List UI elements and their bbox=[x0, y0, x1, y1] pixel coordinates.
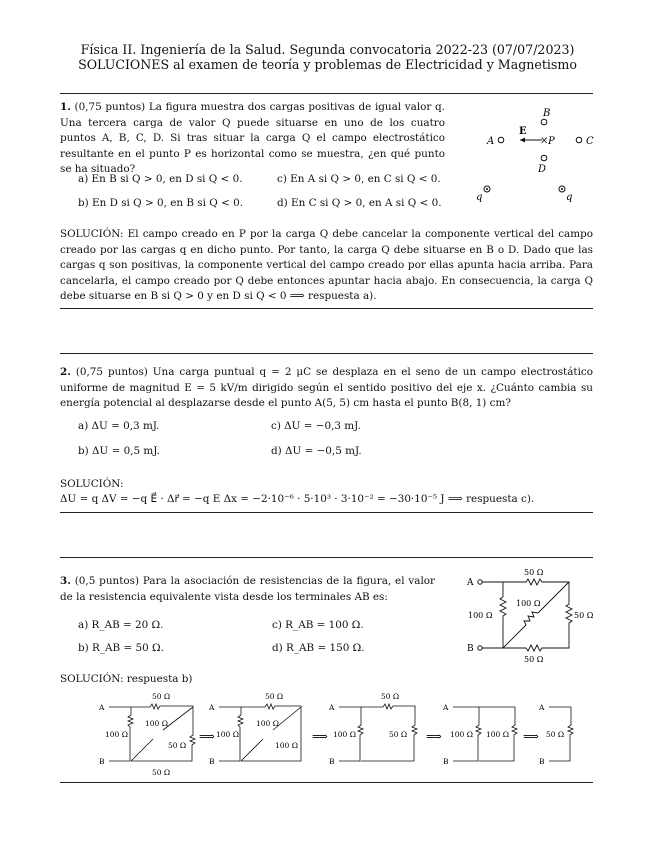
step3-r-left: 100 Ω bbox=[333, 730, 356, 739]
point-A bbox=[498, 137, 504, 143]
q1-solution: SOLUCIÓN: El campo creado en P por la carga Q debe cancelar la componente vertical del campo creado por las cargas q en dicho punto. Por tanto, la carga Q debe situarse en B o D. Dado que las cargas q son positivas, la componente vertical del campo creado por ellas apunta hacia arriba. Para cancelarla, el campo creado por Q debe entonces apuntar hacia abajo. En consecuencia, la carga Q debe situarse en B si Q > 0 y en D si Q < 0 ⟹ respuesta a). bbox=[60, 228, 593, 303]
step1-r-bottom: 50 Ω bbox=[152, 768, 171, 777]
step5-B: B bbox=[539, 757, 545, 766]
point-P-cross: × bbox=[540, 135, 549, 147]
step2-B: B bbox=[209, 757, 215, 766]
point-D bbox=[541, 155, 547, 161]
label-E: E bbox=[519, 126, 527, 137]
step1-r-diag: 100 Ω bbox=[145, 719, 168, 728]
divider bbox=[60, 353, 593, 354]
q1-option-a: a) En B si Q > 0, en D si Q < 0. bbox=[78, 173, 243, 185]
step3-r-top: 50 Ω bbox=[381, 692, 400, 701]
step4-A: A bbox=[443, 703, 449, 712]
question-1-text: (0,75 puntos) La figura muestra dos cargas positivas de igual valor q. Una tercera carga de valor Q puede situarse en uno de los cuatro puntos A, B, C, D. Si tras situar la carga Q el campo electrostático resultante en el punto P es horizontal como se muestra, ¿en qué punto se ha situado? bbox=[60, 101, 445, 176]
header-line-2: SOLUCIONES al examen de teoría y problemas de Electricidad y Magnetismo bbox=[78, 57, 577, 72]
r-left-label: 100 Ω bbox=[468, 611, 493, 620]
point-C bbox=[576, 137, 582, 143]
step1-r-left: 100 Ω bbox=[105, 730, 128, 739]
label-A: A bbox=[487, 136, 495, 147]
r-bottom-label: 50 Ω bbox=[524, 655, 544, 664]
label-C: C bbox=[586, 136, 594, 147]
divider bbox=[60, 93, 593, 94]
step4-B: B bbox=[443, 757, 449, 766]
header-line-1: Física II. Ingeniería de la Salud. Segunda convocatoria 2022-23 (07/07/2023) bbox=[80, 42, 575, 57]
step3-B: B bbox=[329, 757, 335, 766]
q3-option-c: c) R_AB = 100 Ω. bbox=[272, 619, 364, 631]
q1-option-c: c) En A si Q > 0, en C si Q < 0. bbox=[277, 173, 441, 185]
r-diag-label: 100 Ω bbox=[516, 599, 541, 608]
question-3-number: 3. bbox=[60, 575, 71, 587]
label-q-right: q bbox=[566, 192, 573, 203]
q2-option-a: a) ΔU = 0,3 mJ. bbox=[78, 420, 160, 432]
question-2-text: (0,75 puntos) Una carga puntual q = 2 μC se desplaza en el seno de un campo electrostático uniforme de magnitud E = 5 kV/m dirigido según el sentido positivo del eje x. ¿Cuánto cambia su energía potencial al desplazarse desde el punto A(5, 5) cm hasta el punto B(8, 1) cm? bbox=[60, 366, 593, 410]
step-arrow-1: ⟹ bbox=[199, 730, 215, 743]
step4-r-right: 100 Ω bbox=[486, 730, 509, 739]
question-2-number: 2. bbox=[60, 366, 71, 378]
r-right-label: 50 Ω bbox=[574, 611, 594, 620]
q3-resistor-network bbox=[460, 563, 600, 666]
divider bbox=[60, 308, 593, 309]
q3-solution-steps bbox=[95, 690, 595, 778]
step2-r-diag: 100 Ω bbox=[256, 719, 279, 728]
question-3-text: (0,5 puntos) Para la asociación de resistencias de la figura, el valor de la resistencia equivalente vista desde los terminales AB es: bbox=[60, 575, 435, 603]
label-P: P bbox=[548, 136, 555, 147]
q2-option-c: c) ΔU = −0,3 mJ. bbox=[271, 420, 361, 432]
question-1-number: 1. bbox=[60, 101, 71, 113]
step-arrow-3: ⟹ bbox=[426, 730, 442, 743]
divider bbox=[60, 782, 593, 783]
q3-solution: SOLUCIÓN: respuesta b) bbox=[60, 673, 193, 685]
step2-r-top: 50 Ω bbox=[265, 692, 284, 701]
question-1-statement bbox=[60, 100, 445, 178]
step3-r-right: 50 Ω bbox=[389, 730, 408, 739]
step-arrow-4: ⟹ bbox=[523, 730, 539, 743]
step4-r-left: 100 Ω bbox=[450, 730, 473, 739]
q2-solution: ΔU = q ΔV = −q E⃗ · Δr⃗ = −q E Δx = −2·10⁻⁶ · 5·10³ · 3·10⁻² = −30·10⁻⁵ J ⟹ respuesta c). bbox=[60, 493, 535, 505]
q3-option-b: b) R_AB = 50 Ω. bbox=[78, 642, 164, 654]
point-B bbox=[541, 119, 547, 125]
q2-option-d: d) ΔU = −0,5 mJ. bbox=[271, 445, 362, 457]
step2-r-left: 100 Ω bbox=[216, 730, 239, 739]
step5-A: A bbox=[539, 703, 545, 712]
divider bbox=[60, 557, 593, 558]
field-arrowhead bbox=[520, 138, 525, 143]
label-D: D bbox=[538, 164, 547, 175]
label-B: B bbox=[543, 108, 551, 119]
divider bbox=[60, 512, 593, 513]
q2-option-b: b) ΔU = 0,5 mJ. bbox=[78, 445, 160, 457]
q1-charges-figure bbox=[460, 100, 610, 210]
q1-option-d: d) En C si Q > 0, en A si Q < 0. bbox=[277, 197, 442, 209]
step3-A: A bbox=[329, 703, 335, 712]
step5-r: 50 Ω bbox=[546, 730, 565, 739]
step1-r-top: 50 Ω bbox=[152, 692, 171, 701]
step1-A: A bbox=[99, 703, 105, 712]
step2-A: A bbox=[209, 703, 215, 712]
q3-option-a: a) R_AB = 20 Ω. bbox=[78, 619, 164, 631]
label-q-left: q bbox=[476, 192, 483, 203]
question-3-statement bbox=[60, 574, 435, 605]
step1-r-right: 50 Ω bbox=[168, 741, 187, 750]
r-top-label: 50 Ω bbox=[524, 568, 544, 577]
question-2-statement bbox=[60, 365, 593, 412]
q1-option-b: b) En D si Q > 0, en B si Q < 0. bbox=[78, 197, 244, 209]
q3-option-d: d) R_AB = 150 Ω. bbox=[272, 642, 365, 654]
step-arrow-2: ⟹ bbox=[312, 730, 328, 743]
terminal-A-label: A bbox=[467, 578, 474, 588]
terminal-B-label: B bbox=[467, 644, 474, 654]
step1-B: B bbox=[99, 757, 105, 766]
q2-solution-label: SOLUCIÓN: bbox=[60, 478, 124, 490]
step2-r-par: 100 Ω bbox=[275, 741, 298, 750]
